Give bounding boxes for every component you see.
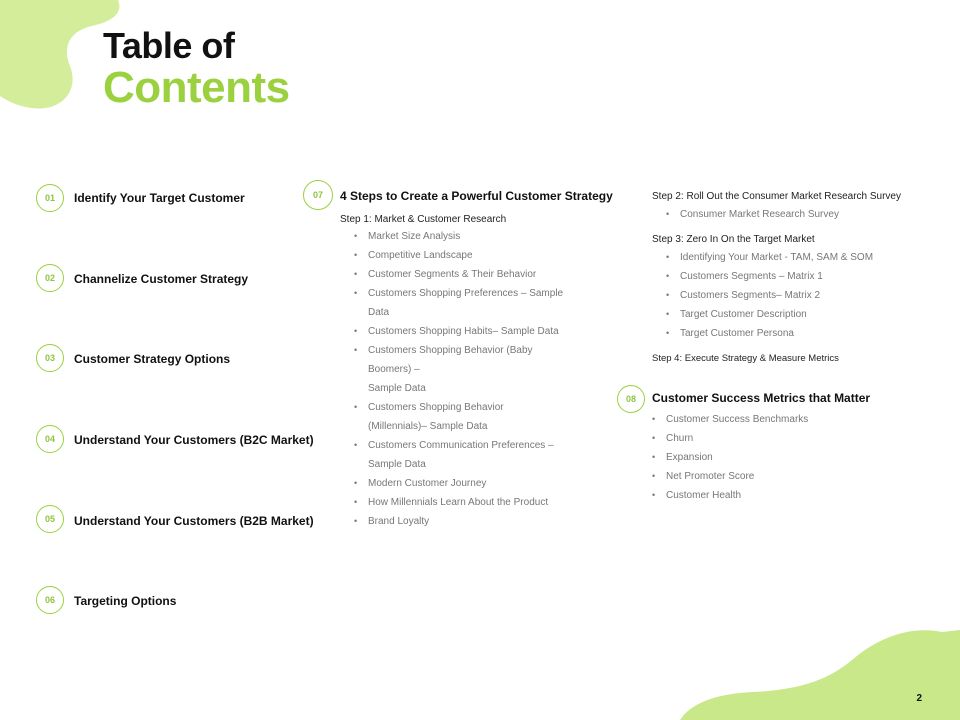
step-1-list [354, 227, 613, 531]
section-07 [340, 189, 613, 531]
list-item[interactable]: • Customer Success Benchmarks [652, 410, 870, 429]
list-item[interactable] [354, 398, 613, 436]
item-number-04: 04 [36, 425, 64, 453]
item-label-01[interactable]: Identify Your Target Customer [74, 191, 245, 205]
list-item[interactable] [354, 284, 613, 322]
step-4-label: Step 4: Execute Strategy & Measure Metrics [652, 353, 839, 364]
item-number-01: 01 [36, 184, 64, 212]
item-number-05: 05 [36, 505, 64, 533]
item-number-06: 06 [36, 586, 64, 614]
list-item-wrap: Sample Data [368, 459, 426, 470]
list-item[interactable]: • Customer Health [652, 486, 870, 505]
item-label-04[interactable]: Understand Your Customers (B2C Market) [74, 433, 314, 447]
list-item[interactable]: • Consumer Market Research Survey [666, 205, 901, 224]
item-label-02[interactable]: Channelize Customer Strategy [74, 272, 249, 286]
item-number-07: 07 [303, 180, 333, 210]
list-item-wrap: Data [368, 307, 390, 318]
step-2-list [666, 205, 901, 224]
list-item-wrap: (Millennials)– Sample Data [368, 421, 488, 432]
list-item[interactable]: • Target Customer Description [666, 305, 901, 324]
section-08-list [652, 410, 870, 505]
decorative-blob-bottom-right [680, 630, 960, 720]
item-number-03: 03 [36, 344, 64, 372]
list-item-text: Customers Shopping Behavior (Baby [368, 345, 533, 356]
list-item[interactable]: • Brand Loyalty [354, 512, 613, 531]
section-07-continued [652, 191, 901, 364]
item-number-08: 08 [617, 385, 645, 413]
list-item[interactable]: • Market Size Analysis [354, 227, 613, 246]
title-line-1: Table of [103, 25, 235, 66]
list-item[interactable]: • Churn [652, 429, 870, 448]
step-3-list [666, 248, 901, 343]
list-item-wrap: Boomers) – [368, 364, 420, 375]
title-line-2: Contents [103, 63, 290, 112]
list-item[interactable]: • Customer Segments & Their Behavior [354, 265, 613, 284]
item-number-02: 02 [36, 264, 64, 292]
section-07-heading[interactable]: 4 Steps to Create a Powerful Customer Strategy [340, 189, 613, 203]
section-08-heading[interactable]: Customer Success Metrics that Matter [652, 391, 871, 405]
list-item-wrap: Sample Data [368, 383, 426, 394]
list-item-text: Customers Shopping Behavior [368, 402, 504, 413]
list-item[interactable]: • Customers Segments– Matrix 2 [666, 286, 901, 305]
list-item[interactable]: • Customers Segments – Matrix 1 [666, 267, 901, 286]
list-item[interactable] [354, 341, 613, 398]
list-item[interactable]: • How Millennials Learn About the Product [354, 493, 613, 512]
page-number: 2 [916, 693, 922, 704]
list-item-text: Customers Communication Preferences – [368, 440, 554, 451]
list-item[interactable]: • Competitive Landscape [354, 246, 613, 265]
list-item[interactable]: • Identifying Your Market - TAM, SAM & SOM [666, 248, 901, 267]
step-2-label: Step 2: Roll Out the Consumer Market Research Survey [652, 191, 901, 202]
list-item[interactable]: • Net Promoter Score [652, 467, 870, 486]
page-title [103, 25, 290, 112]
step-3-label: Step 3: Zero In On the Target Market [652, 234, 815, 245]
list-item[interactable]: • Modern Customer Journey [354, 474, 613, 493]
section-08 [652, 391, 870, 505]
list-item[interactable] [354, 436, 613, 474]
list-item[interactable]: • Customers Shopping Habits– Sample Data [354, 322, 613, 341]
item-label-03[interactable]: Customer Strategy Options [74, 352, 231, 366]
item-label-06[interactable]: Targeting Options [74, 594, 177, 608]
item-label-05[interactable]: Understand Your Customers (B2B Market) [74, 514, 314, 528]
list-item-text: Customers Shopping Preferences – Sample [368, 288, 564, 299]
step-1-label: Step 1: Market & Customer Research [340, 214, 507, 225]
list-item[interactable]: • Target Customer Persona [666, 324, 901, 343]
list-item[interactable]: • Expansion [652, 448, 870, 467]
